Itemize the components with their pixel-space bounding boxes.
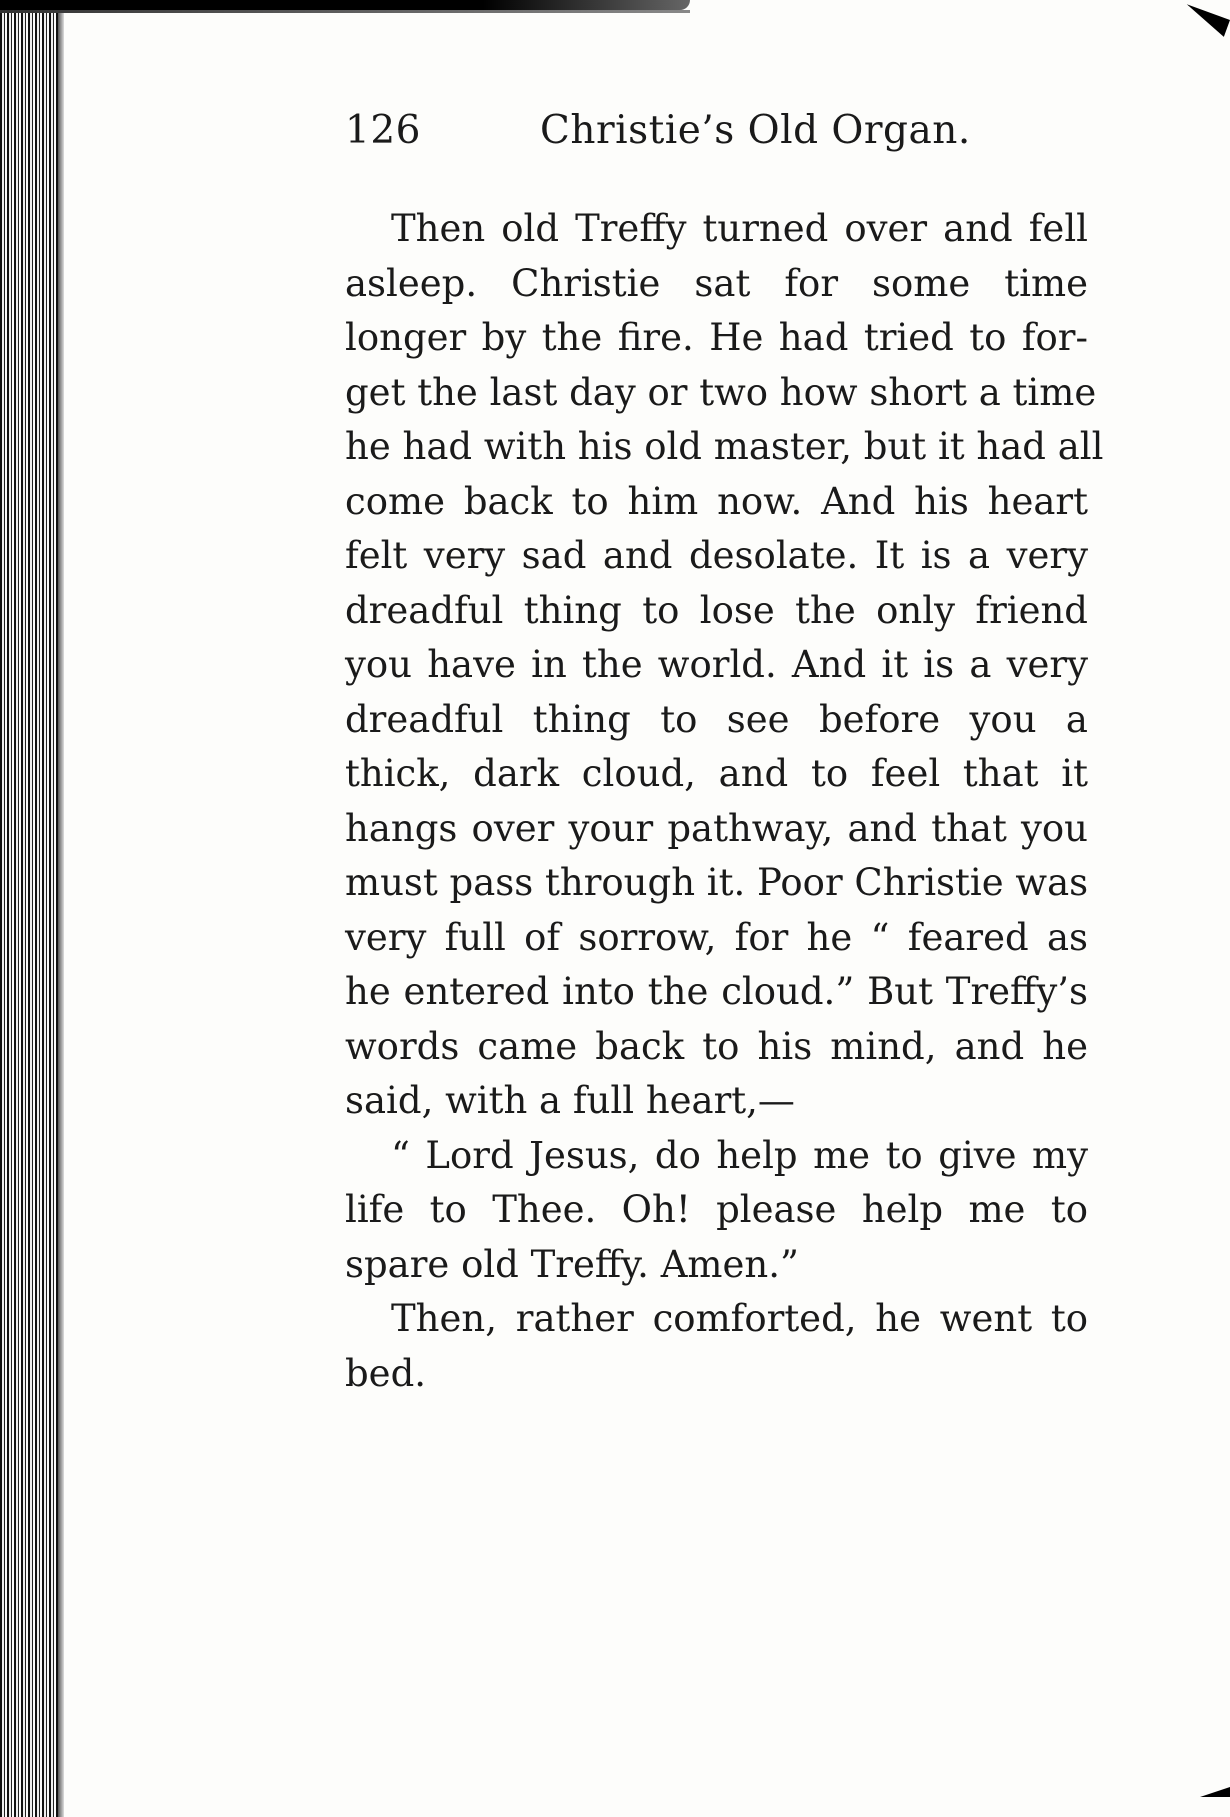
text-line: “ Lord Jesus, do help me to give my bbox=[391, 1133, 1088, 1177]
text-line: he entered into the cloud.” But Treffy’s bbox=[345, 970, 1088, 1013]
binding-shadow bbox=[58, 0, 64, 1817]
text-line: words came back to his mind, and he bbox=[345, 1024, 1088, 1068]
text-line: you have in the world. And it is a very bbox=[345, 643, 1088, 686]
page-top-edge-shadow bbox=[0, 10, 690, 13]
text-line: dreadful thing to see before you a bbox=[345, 697, 1088, 741]
scan-corner-mark-top bbox=[1181, 4, 1230, 37]
text-line: asleep. Christie sat for some time bbox=[345, 261, 1088, 305]
scan-corner-mark-bottom bbox=[1200, 1787, 1230, 1797]
text-line: come back to him now. And his heart bbox=[345, 479, 1088, 523]
paragraph bbox=[345, 202, 1104, 1129]
text-line: thick, dark cloud, and to feel that it bbox=[345, 752, 1088, 795]
page-number: 126 bbox=[345, 108, 421, 153]
text-line: hangs over your pathway, and that you bbox=[345, 806, 1088, 850]
text-line: Then old Treffy turned over and fell bbox=[391, 207, 1088, 250]
text-line: bed. bbox=[345, 1351, 427, 1395]
body-text bbox=[345, 202, 1104, 1401]
text-line: life to Thee. Oh! please help me to bbox=[345, 1188, 1088, 1231]
paragraph bbox=[345, 1292, 1088, 1401]
book-binding bbox=[0, 0, 58, 1817]
text-line: he had with his old master, but it had all bbox=[345, 425, 1104, 468]
paragraph bbox=[345, 1129, 1088, 1293]
running-title: Christie’s Old Organ. bbox=[540, 108, 971, 153]
text-line: very full of sorrow, for he “ feared as bbox=[345, 915, 1088, 959]
text-line: dreadful thing to lose the only friend bbox=[345, 588, 1088, 632]
running-header bbox=[345, 108, 1085, 158]
text-line: get the last day or two how short a time bbox=[345, 370, 1097, 414]
text-line: must pass through it. Poor Christie was bbox=[345, 861, 1089, 904]
text-line: spare old Treffy. Amen.” bbox=[345, 1242, 799, 1286]
text-line: said, with a full heart,— bbox=[345, 1079, 795, 1122]
text-line: felt very sad and desolate. It is a very bbox=[345, 534, 1088, 577]
text-line: longer by the fire. He had tried to for- bbox=[345, 316, 1088, 359]
page-top-edge bbox=[0, 0, 690, 10]
text-line: Then, rather comforted, he went to bbox=[391, 1297, 1088, 1340]
